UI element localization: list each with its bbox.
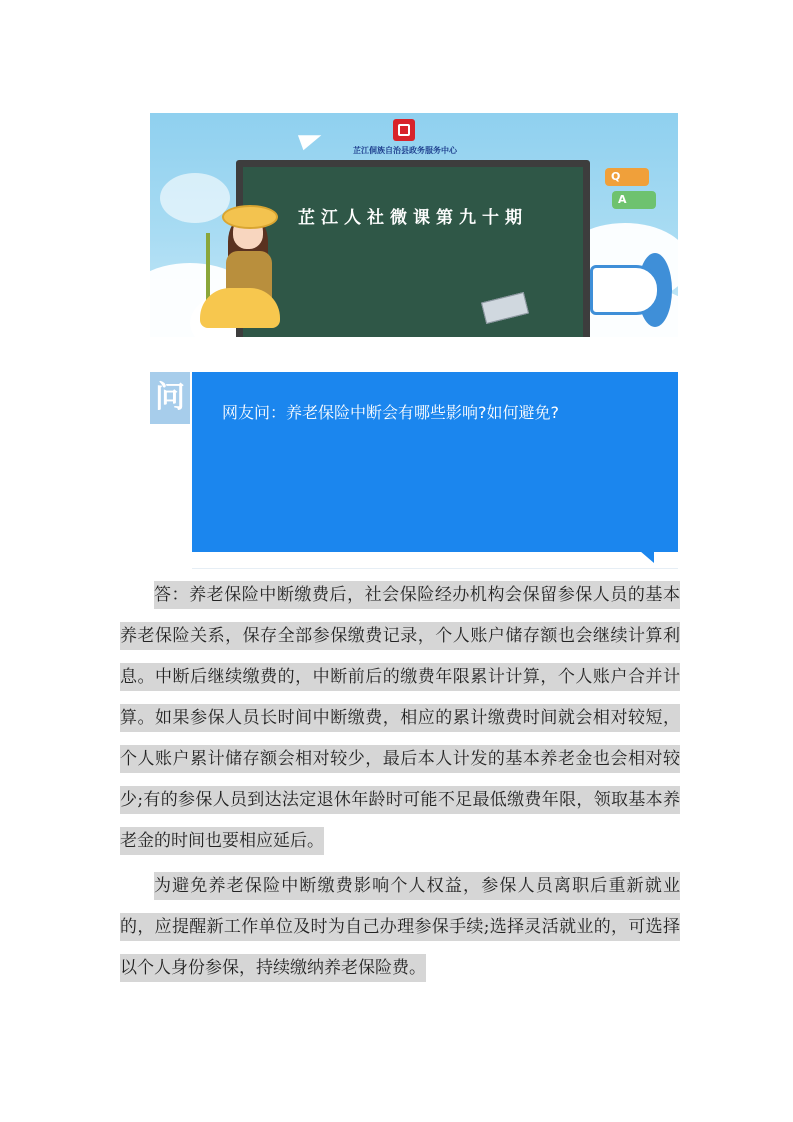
answer-paragraph (120, 575, 680, 862)
speech-tail-icon (640, 551, 654, 563)
course-banner (150, 113, 678, 337)
divider (192, 568, 678, 569)
straw-hat-icon (222, 205, 278, 229)
question-tab: 问 (150, 372, 190, 424)
advice-paragraph (120, 866, 680, 989)
question-panel (192, 372, 678, 552)
megaphone-body (590, 265, 660, 315)
logo-icon (393, 119, 415, 141)
question-text: 网友问：养老保险中断会有哪些影响?如何避免? (222, 403, 559, 422)
a-bubble-icon: A (612, 191, 656, 209)
answer-text: 答：养老保险中断缴费后，社会保险经办机构会保留参保人员的基本养老保险关系，保存全部参保缴费记录，个人账户储存额也会继续计算利息。中断后继续缴费的，中断前后的缴费年限累计计算，个人账户合并计算。如果参保人员长时间中断缴费，相应的累计缴费时间就会相对较短，个人账户累计储存额会相对较少，最后本人计发的基本养老金也会相对较少;有的参保人员到达法定退休年龄时可能不足最低缴费年限，领取基本养老金的时间也要相应延后。 (120, 581, 680, 855)
eraser-icon (481, 292, 529, 324)
board-title: 芷江人社微课第九十期 (298, 208, 528, 228)
advice-text: 为避免养老保险中断缴费影响个人权益，参保人员离职后重新就业的，应提醒新工作单位及时为自己办理参保手续;选择灵活就业的，可选择以个人身份参保，持续缴纳养老保险费。 (120, 872, 680, 982)
girl-skirt (200, 288, 280, 328)
org-name: 芷江侗族自治县政务服务中心 (353, 146, 457, 155)
paper-plane-icon (298, 128, 324, 151)
cloud-decoration (160, 173, 230, 223)
q-bubble-icon: Q (605, 168, 649, 186)
chalkboard (236, 160, 590, 337)
